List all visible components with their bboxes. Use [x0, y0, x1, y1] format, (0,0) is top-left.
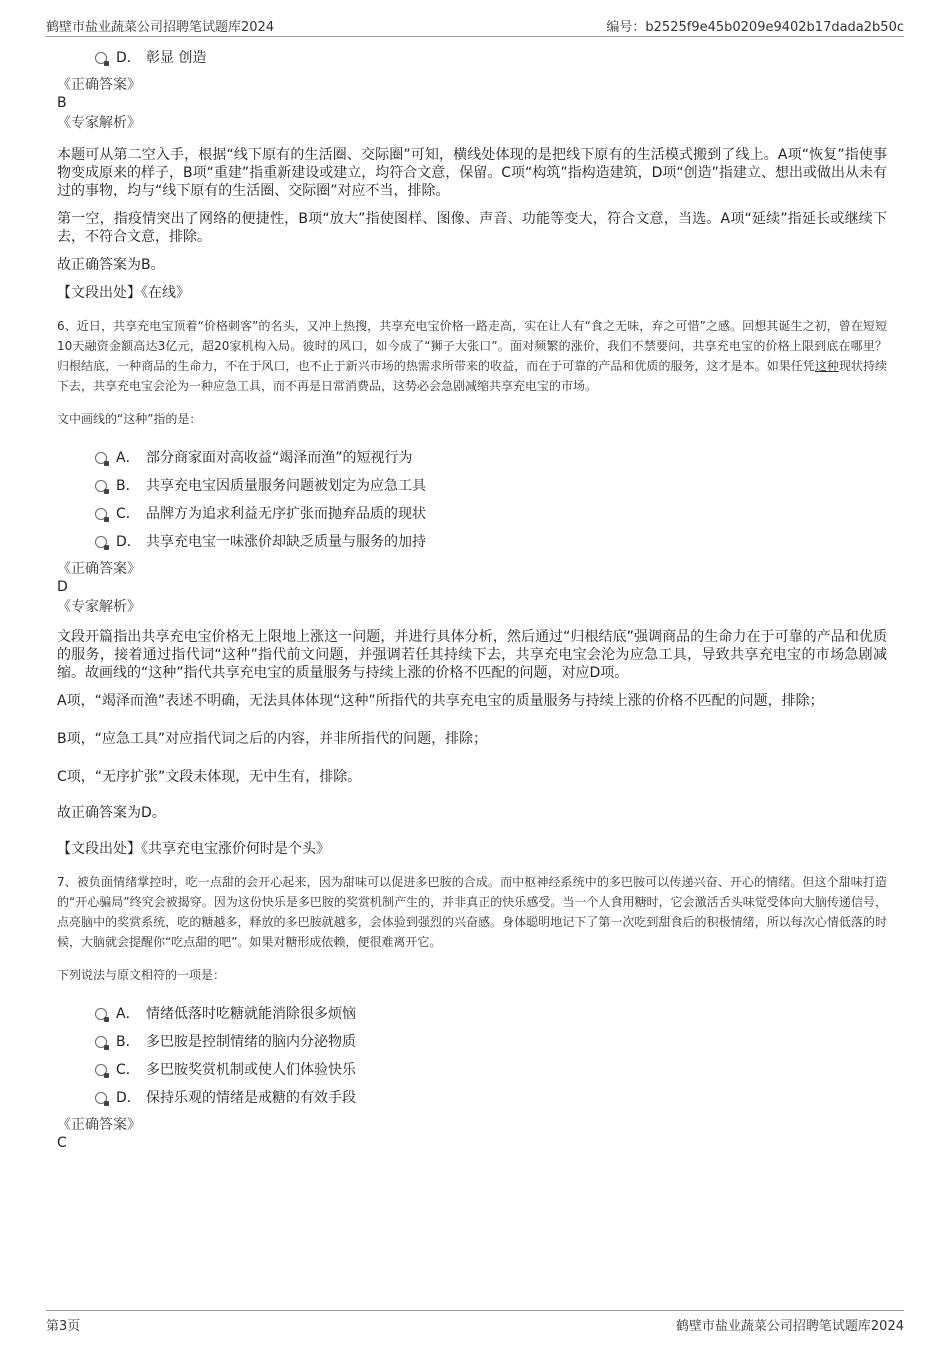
- option-letter: D．: [116, 1090, 141, 1106]
- q6-option-b[interactable]: [57, 472, 887, 500]
- q6-passage: [57, 316, 887, 396]
- option-text: 多巴胺是控制情绪的脑内分泌物质: [146, 1034, 356, 1050]
- q7-option-a[interactable]: [57, 1000, 887, 1028]
- page-header: [46, 14, 904, 37]
- q7-passage: 7、被负面情绪掌控时，吃一点甜的会开心起来，因为甜味可以促进多巴胺的合成。而中枢神经系统中的多巴胺可以传递兴奋、开心的情绪。但这个甜味打造的“开心骗局”终究会被揭穿。因为这份快乐是多巴胺的奖赏机制产生的，并非真正的快乐感受。当一个人食用糖时，它会激活舌头味觉受体向大脑传递信号，点亮脑中的奖赏系统，吃的糖越多，释放的多巴胺就越多，会体验到强烈的兴奋感。身体聪明地记下了第一次吃到甜食后的积极情绪，所以每次心情低落的时候，大脑就会提醒你“吃点甜的吧”。如果对糖形成依赖，便很难离开它。: [57, 875, 887, 949]
- q7-option-b[interactable]: [57, 1028, 887, 1056]
- q5-analysis-paragraph: 第一空，指疫情突出了网络的便捷性，B项“放大”指使图样、图像、声音、功能等变大，符合文意，当选。A项“延续”指延长或继续下去，不符合文意，排除。: [57, 211, 887, 245]
- option-text: 共享充电宝因质量服务问题被划定为应急工具: [146, 478, 426, 494]
- option-text: 多巴胺奖赏机制或使人们体验快乐: [146, 1062, 356, 1078]
- option-text: 彰显 创造: [146, 50, 207, 66]
- q6-conclusion: 故正确答案为D。: [57, 805, 166, 821]
- q5-conclusion: 故正确答案为B。: [57, 257, 165, 273]
- q6-source: 【文段出处】《共享充电宝涨价何时是个头》: [57, 841, 330, 857]
- q5-option-d[interactable]: [57, 44, 887, 72]
- correct-answer-label: 《正确答案》: [57, 77, 141, 93]
- option-text: 共享充电宝一味涨价却缺乏质量与服务的加持: [146, 534, 426, 550]
- q6-option-a[interactable]: [57, 444, 887, 472]
- radio-icon[interactable]: [95, 1036, 107, 1048]
- page-number: 第3页: [46, 1319, 81, 1334]
- radio-icon[interactable]: [95, 1064, 107, 1076]
- radio-icon[interactable]: [95, 452, 107, 464]
- option-letter: D．: [116, 50, 141, 66]
- header-doc-id: 编号：b2525f9e45b0209e9402b17dada2b50c: [606, 20, 904, 35]
- q6-analysis-paragraph: B项，“应急工具”对应指代词之后的内容，并非所指代的问题，排除；: [57, 731, 488, 747]
- q7-stem: 下列说法与原文相符的一项是：: [57, 968, 226, 982]
- option-text: 品牌方为追求利益无序扩张而抛弃品质的现状: [146, 506, 426, 522]
- radio-icon[interactable]: [95, 52, 107, 64]
- q7-option-d[interactable]: [57, 1084, 887, 1112]
- option-letter: C．: [116, 506, 140, 522]
- option-letter: D．: [116, 534, 141, 550]
- radio-icon[interactable]: [95, 536, 107, 548]
- q5-answer: B: [57, 95, 67, 111]
- header-title: 鹤壁市盐业蔬菜公司招聘笔试题库2024: [46, 20, 275, 35]
- q7-answer: C: [57, 1135, 67, 1151]
- q6-passage-before: 6、近日，共享充电宝顶着“价格刺客”的名头，又冲上热搜，共享充电宝价格一路走高，实在让人有“食之无味，弃之可惜”之感。回想其诞生之初，曾在短短10天融资金额高达3亿元，超20家机构入局。彼时的风口，如今成了“狮子大张口”。面对频繁的涨价，我们不禁要问，共享充电宝的价格上限到底在哪里？归根结底，一种商品的生命力，不在于风口，也不止于新兴市场的热需求所带来的收益，而在于可靠的产品和优质的服务，这才是本。如果任凭: [57, 319, 887, 373]
- q7-option-c[interactable]: [57, 1056, 887, 1084]
- option-letter: B．: [116, 478, 140, 494]
- q5-analysis-paragraph: 本题可从第二空入手，根据“线下原有的生活圈、交际圈”可知，横线处体现的是把线下原有的生活模式搬到了线上。A项“恢复”指使事物变成原来的样子，B项“重建”指重新建设或建立，均符合文意，保留。C项“构筑”指构造建筑，D项“创造”指建立、想出或做出从未有过的事物，均与“线下原有的生活圈、交际圈”对应不当，排除。: [57, 147, 887, 199]
- option-text: 部分商家面对高收益“竭泽而渔”的短视行为: [146, 450, 413, 466]
- option-letter: A．: [116, 450, 140, 466]
- radio-icon[interactable]: [95, 1092, 107, 1104]
- q6-analysis-paragraph: 文段开篇指出共享充电宝价格无上限地上涨这一问题，并进行具体分析，然后通过“归根结底”强调商品的生命力在于可靠的产品和优质的服务，接着通过指代词“这种”指代前文问题，并强调若任其持续下去，共享充电宝会沦为应急工具，导致共享充电宝的市场急剧减缩。故画线的“这种”指代共享充电宝的质量服务与持续上涨的价格不匹配的问题，对应D项。: [57, 629, 887, 681]
- q5-source: 【文段出处】《在线》: [57, 285, 190, 301]
- page-footer: [46, 1310, 904, 1337]
- q6-option-d[interactable]: [57, 528, 887, 556]
- option-text: 保持乐观的情绪是戒糖的有效手段: [146, 1090, 356, 1106]
- correct-answer-label: 《正确答案》: [57, 561, 141, 577]
- q6-stem: 文中画线的“这种”指的是：: [57, 412, 202, 426]
- q6-underlined-term: 这种: [814, 359, 839, 373]
- option-letter: C．: [116, 1062, 140, 1078]
- expert-analysis-label: 《专家解析》: [57, 115, 141, 131]
- radio-icon[interactable]: [95, 508, 107, 520]
- option-letter: B．: [116, 1034, 140, 1050]
- q6-answer: D: [57, 579, 68, 595]
- q6-option-c[interactable]: [57, 500, 887, 528]
- q6-analysis-paragraph: C项，“无序扩张”文段未体现，无中生有，排除。: [57, 769, 362, 785]
- page-content: [57, 44, 887, 1152]
- radio-icon[interactable]: [95, 1008, 107, 1020]
- radio-icon[interactable]: [95, 480, 107, 492]
- q6-analysis-paragraph: A项，“竭泽而渔”表述不明确，无法具体体现“这种”所指代的共享充电宝的质量服务与持续上涨的价格不匹配的问题，排除；: [57, 693, 824, 709]
- correct-answer-label: 《正确答案》: [57, 1117, 141, 1133]
- q6-passage-after: 现状持续下去，共享充电宝会沦为一种应急工具，而不再是日常消费品，这势必会急剧减缩共享充电宝的市场。: [57, 359, 887, 393]
- footer-title: 鹤壁市盐业蔬菜公司招聘笔试题库2024: [675, 1319, 904, 1334]
- option-letter: A．: [116, 1006, 140, 1022]
- expert-analysis-label: 《专家解析》: [57, 599, 141, 615]
- option-text: 情绪低落时吃糖就能消除很多烦恼: [146, 1006, 356, 1022]
